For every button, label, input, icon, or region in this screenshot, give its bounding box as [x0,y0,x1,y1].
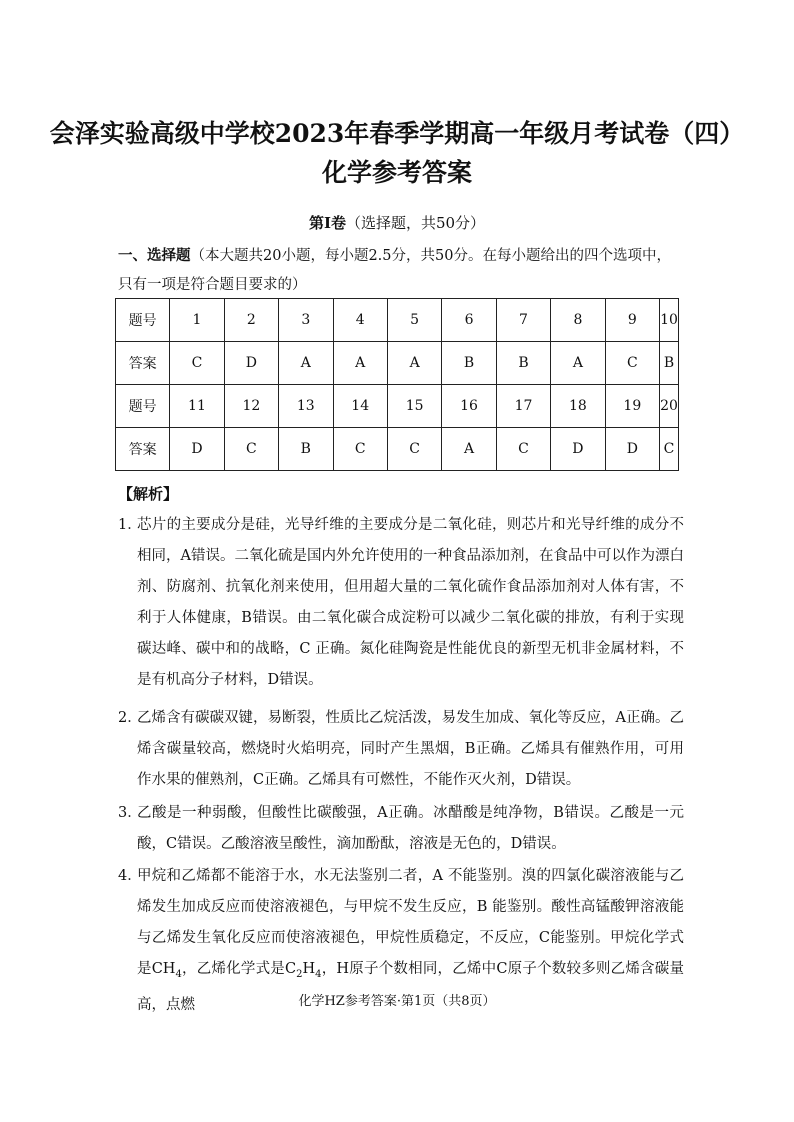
answer-table-cell: C [170,342,224,385]
item-number: 4． [118,868,142,884]
section-intro [118,241,678,300]
exam-title-line2: 化学参考答案 [321,158,472,187]
answer-table-cell: D [605,428,659,471]
answer-table-cell: A [442,428,496,471]
answer-table-row-header: 题号 [116,299,170,342]
answer-table-cell: 16 [442,385,496,428]
answer-table-cell: 7 [496,299,550,342]
answer-table-cell: 12 [224,385,278,428]
answer-table-cell: A [387,342,441,385]
item-number: 2． [118,710,142,726]
answer-table-row [116,385,679,428]
answer-table-cell: 19 [605,385,659,428]
answer-table-cell: C [333,428,387,471]
answer-table-cell: D [551,428,605,471]
answer-table-cell: D [224,342,278,385]
answer-table-cell: B [442,342,496,385]
answer-table-cell: 3 [279,299,333,342]
answer-table-cell: B [496,342,550,385]
answer-table-cell: 13 [279,385,333,428]
answer-table-cell: C [605,342,659,385]
answer-table-row-header: 题号 [116,385,170,428]
analysis-item-1 [118,510,684,696]
page-footer: 化学HZ参考答案·第1页（共8页） [298,994,496,1009]
answer-table-cell: 11 [170,385,224,428]
intro-heading: 一、选择题 [118,247,191,264]
answer-table-cell: 5 [387,299,441,342]
item-text: 甲烷和乙烯都不能溶于水，水无法鉴别二者，A 不能鉴别。溴的四氯化碳溶液能与乙烯发生加成反应而使溶液褪色，与甲烷不发生反应，B 能鉴别。酸性高锰酸钾溶液能与乙烯发生氧化反应而使溶液褪色，甲烷性质稳定，不反应，C能鉴别。甲烷化学式是$CH_4$，乙烯化学式是$C_2H_4$，H原子个数相同，乙烯中C原子个数较多则乙烯含碳量高，点燃 [137,868,684,1013]
item-text: 乙烯含有碳碳双键，易断裂，性质比乙烷活泼，易发生加成、氧化等反应，A正确。乙烯含碳量较高，燃烧时火焰明亮，同时产生黑烟，B正确。乙烯具有催熟作用，可用作水果的催熟剂，C正确。乙烯具有可燃性，不能作灭火剂，D错误。 [137,710,684,788]
section-subtitle [0,212,794,233]
answer-table-cell: 8 [551,299,605,342]
answer-table-cell: B [660,342,679,385]
answer-table-cell: 2 [224,299,278,342]
item-number: 3． [118,805,142,821]
answer-table-cell: C [660,428,679,471]
answer-table-cell: C [224,428,278,471]
answer-table-cell: A [279,342,333,385]
answer-table-row [116,342,679,385]
item-text: 乙酸是一种弱酸，但酸性比碳酸强，A正确。冰醋酸是纯净物，B错误。乙酸是一元酸，C错误。乙酸溶液呈酸性，滴加酚酞，溶液是无色的，D错误。 [137,805,684,852]
answer-table-cell: A [333,342,387,385]
answer-table-cell: B [279,428,333,471]
exam-title-line1: 会泽实验高级中学校2023年春季学期高一年级月考试卷（四） [49,119,745,148]
section-part: 第Ⅰ卷 [308,214,346,232]
answer-table-cell: 1 [170,299,224,342]
answer-table-cell: C [496,428,550,471]
analysis-heading: 【解析】 [118,485,179,503]
item-number: 1． [118,517,142,533]
answer-table-cell: 15 [387,385,441,428]
answer-table-row-header: 答案 [116,428,170,471]
intro-text: （本大题共20小题，每小题2.5分，共50分。在每小题给出的四个选项中，只有一项是符合题目要求的） [118,248,671,293]
answer-table-row [116,299,679,342]
answer-table-row-header: 答案 [116,342,170,385]
answer-table-cell: D [170,428,224,471]
item-text: 芯片的主要成分是硅，光导纤维的主要成分是二氧化硅，则芯片和光导纤维的成分不相同，A错误。二氧化硫是国内外允许使用的一种食品添加剂，在食品中可以作为漂白剂、防腐剂、抗氧化剂来使用，但用超大量的二氧化硫作食品添加剂对人体有害，不利于人体健康，B错误。由二氧化碳合成淀粉可以减少二氧化碳的排放，有利于实现碳达峰、碳中和的战略，C 正确。氮化硅陶瓷是性能优良的新型无机非金属材料，不是有机高分子材料，D错误。 [137,517,684,688]
answer-table-cell: 20 [660,385,679,428]
section-desc: （选择题，共50分） [345,214,486,232]
answer-table-cell: 9 [605,299,659,342]
answer-table-row [116,428,679,471]
answer-table-cell: C [387,428,441,471]
answer-table-cell: 14 [333,385,387,428]
answer-table-cell: 4 [333,299,387,342]
answer-table-cell: 10 [660,299,679,342]
answer-table [115,298,679,471]
answer-table-cell: 18 [551,385,605,428]
answer-table-cell: 6 [442,299,496,342]
answer-table-cell: 17 [496,385,550,428]
analysis-item-2 [118,703,684,796]
answer-table-cell: A [551,342,605,385]
analysis-item-3 [118,798,684,860]
